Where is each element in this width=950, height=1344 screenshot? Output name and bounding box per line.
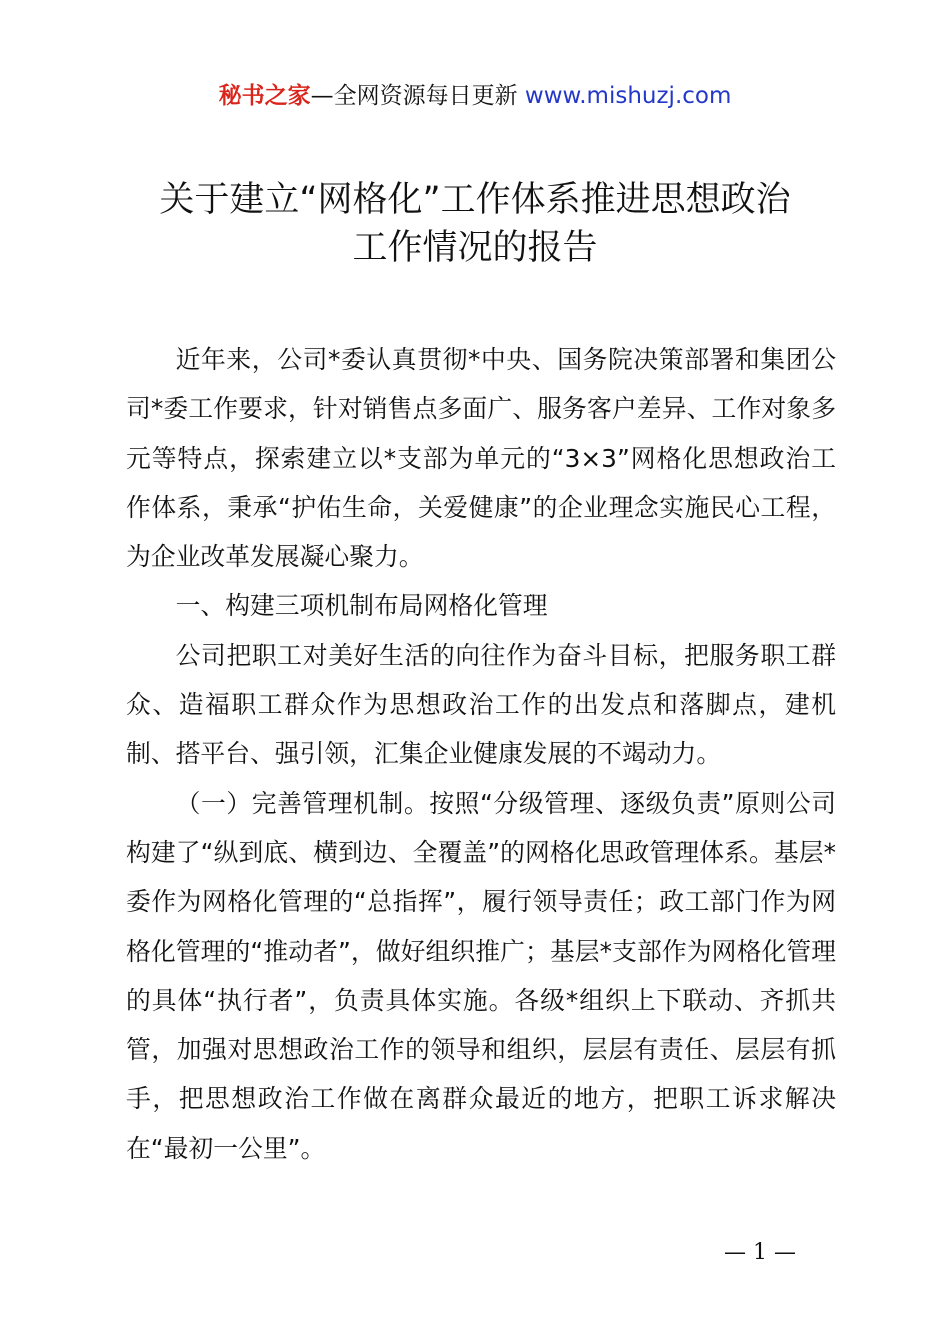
body-paragraph: 公司把职工对美好生活的向往作为奋斗目标，把服务职工群众、造福职工群众作为思想政治工作的出发点和落脚点，建机制、搭平台、强引领，汇集企业健康发展的不竭动力。 — [126, 640, 836, 769]
document-title — [0, 176, 950, 272]
site-slogan: —全网资源每日更新 — [310, 83, 518, 109]
section-heading: 一、构建三项机制布局网格化管理 — [175, 591, 548, 621]
site-url-link[interactable]: www.mishuzj.com — [524, 83, 732, 109]
title-line-2: 工作情况的报告 — [352, 228, 598, 268]
site-brand: 秘书之家 — [218, 83, 311, 109]
title-line-1: 关于建立“网格化”工作体系推进思想政治 — [159, 180, 791, 220]
site-header — [0, 80, 950, 112]
intro-paragraph: 近年来，公司*委认真贯彻*中央、国务院决策部署和集团公司*委工作要求，针对销售点多面广、服务客户差异、工作对象多元等特点，探索建立以*支部为单元的“3×3”网格化思想政治工作体系，秉承“护佑生命，关爱健康”的企业理念实施民心工程，为企业改革发展凝心聚力。 — [126, 345, 836, 572]
document-body — [126, 335, 836, 1173]
page-number: — 1 — — [724, 1240, 796, 1265]
body-paragraph: （一）完善管理机制。按照“分级管理、逐级负责”原则公司构建了“纵到底、横到边、全覆盖”的网格化思政管理体系。基层*委作为网格化管理的“总指挥”，履行领导责任；政工部门作为网格化管理的“推动者”，做好组织推广；基层*支部作为网格化管理的具体“执行者”，负责具体实施。各级*组织上下联动、齐抓共管，加强对思想政治工作的领导和组织，层层有责任、层层有抓手，把思想政治工作做在离群众最近的地方，把职工诉求解决在“最初一公里”。 — [126, 788, 836, 1163]
